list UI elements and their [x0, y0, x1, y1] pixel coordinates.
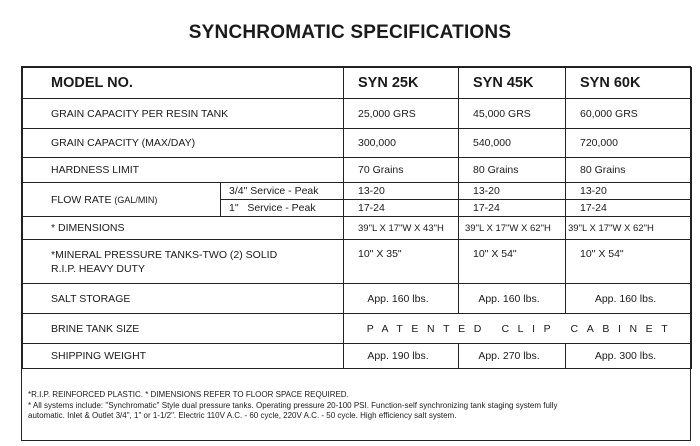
- cell-value: 25,000 GRS: [344, 99, 459, 129]
- row-label: [23, 240, 344, 284]
- cell-value: 300,000: [344, 129, 459, 158]
- table-row-grain-capacity-per-tank: [23, 99, 692, 129]
- row-label-line1: *MINERAL PRESSURE TANKS-TWO (2) SOLID: [51, 248, 278, 261]
- footnote-line: *R.I.P. REINFORCED PLASTIC. * DIMENSIONS REFER TO FLOOR SPACE REQUIRED.: [28, 390, 349, 399]
- flow-rate-label-text: FLOW RATE: [51, 193, 112, 206]
- cell-value: 540,000: [459, 129, 566, 158]
- table-row-mineral-tanks: [23, 240, 692, 284]
- cell-value: 17-24: [566, 200, 692, 217]
- row-label: * DIMENSIONS: [23, 217, 344, 240]
- cell-value: 70 Grains: [344, 158, 459, 183]
- page-title: SYNCHROMATIC SPECIFICATIONS: [188, 22, 512, 43]
- cell-value: 13-20: [459, 183, 566, 200]
- table-row-shipping-weight: [23, 344, 692, 369]
- row-label: GRAIN CAPACITY PER RESIN TANK: [23, 99, 344, 129]
- brine-tank-value: PATENTED CLIP CABINET: [344, 314, 692, 344]
- cell-value: App. 160 lbs.: [344, 284, 459, 314]
- cell-value: 39"L X 17"W X 62"H: [566, 217, 692, 240]
- cell-value: 720,000: [566, 129, 692, 158]
- table-row-flow-rate-34: [23, 183, 692, 200]
- cell-value: 39"L X 17"W X 43"H: [344, 217, 459, 240]
- row-label: SHIPPING WEIGHT: [23, 344, 344, 369]
- flow-sub-label: 1" Service - Peak: [221, 200, 344, 217]
- table-row-grain-capacity-max-day: [23, 129, 692, 158]
- cell-value: 17-24: [344, 200, 459, 217]
- footnote-line: * All systems include: "Synchromatic" Style dual pressure tanks. Operating pressure 20-100 PSI. Function-self synchronizing tank staging system fully: [28, 400, 558, 410]
- cell-value: App. 300 lbs.: [566, 344, 692, 369]
- footnotes: [28, 390, 688, 422]
- header-syn-25k: SYN 25K: [344, 68, 459, 99]
- row-label: HARDNESS LIMIT: [23, 158, 344, 183]
- cell-value: 60,000 GRS: [566, 99, 692, 129]
- spec-table: [22, 67, 692, 369]
- row-label: SALT STORAGE: [23, 284, 344, 314]
- footnote-line: automatic. Inlet & Outlet 3/4", 1" or 1-1/2". Electric 110V A.C. - 60 cycle, 220V A.C. - 50 cycle. High efficiency salt system.: [28, 411, 457, 420]
- cell-value: 10" X 54": [459, 240, 566, 284]
- header-model-no: MODEL NO.: [23, 68, 344, 99]
- cell-value: 10" X 54": [566, 240, 692, 284]
- cell-value: 45,000 GRS: [459, 99, 566, 129]
- table-row-hardness-limit: [23, 158, 692, 183]
- cell-value: 80 Grains: [459, 158, 566, 183]
- cell-value: 13-20: [344, 183, 459, 200]
- cell-value: 80 Grains: [566, 158, 692, 183]
- table-row-salt-storage: [23, 284, 692, 314]
- cell-value: App. 160 lbs.: [459, 284, 566, 314]
- header-syn-60k: SYN 60K: [566, 68, 692, 99]
- cell-value: 17-24: [459, 200, 566, 217]
- flow-rate-label: [23, 183, 221, 217]
- row-label-line2: R.I.P. HEAVY DUTY: [51, 262, 145, 275]
- table-header-row: [23, 68, 692, 99]
- flow-sub-label: 3/4" Service - Peak: [221, 183, 344, 200]
- table-row-dimensions: [23, 217, 692, 240]
- spec-sheet: [21, 66, 691, 441]
- row-label: GRAIN CAPACITY (MAX/DAY): [23, 129, 344, 158]
- table-row-brine-tank-size: [23, 314, 692, 344]
- cell-value: 13-20: [566, 183, 692, 200]
- row-label: BRINE TANK SIZE: [23, 314, 344, 344]
- cell-value: App. 160 lbs.: [566, 284, 692, 314]
- cell-value: 39"L X 17"W X 62"H: [459, 217, 566, 240]
- flow-rate-unit: (GAL/MIN): [114, 194, 158, 205]
- cell-value: App. 270 lbs.: [459, 344, 566, 369]
- cell-value: App. 190 lbs.: [344, 344, 459, 369]
- header-syn-45k: SYN 45K: [459, 68, 566, 99]
- cell-value: 10" X 35": [344, 240, 459, 284]
